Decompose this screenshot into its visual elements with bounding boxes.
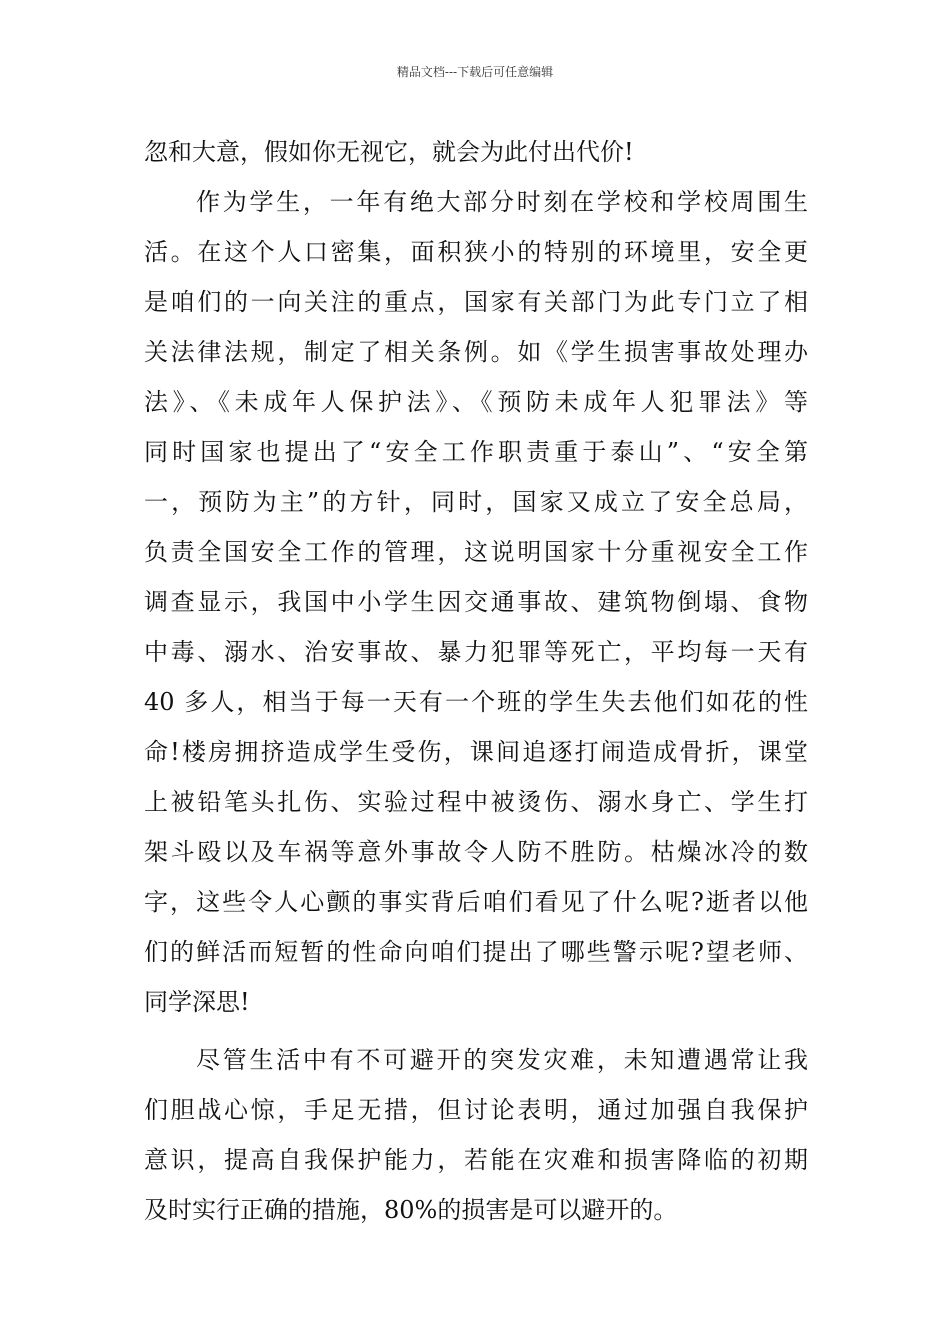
text-line: 中毒、溺水、治安事故、暴力犯罪等死亡，平均每一天有 [144,638,808,666]
text-line: 是咱们的一向关注的重点，国家有关部门为此专门立了相 [144,288,808,316]
text-line: 一，预防为主”的方针，同时，国家又成立了安全总局， [144,488,808,516]
text-line: 负责全国安全工作的管理，这说明国家十分重视安全工作 [144,538,808,566]
text-line: 意识，提高自我保护能力，若能在灾难和损害降临的初期 [144,1146,808,1174]
text-line: 法》、《未成年人保护法》、《预防未成年人犯罪法》等 [144,388,808,416]
text-line: 上被铅笔头扎伤、实验过程中被烫伤、溺水身亡、学生打 [144,788,808,816]
paragraph-3 [144,1035,808,1235]
page-header: 精品文档---下载后可任意编辑 [396,65,554,79]
text-line: 及时实行正确的措施，80%的损害是可以避开的。 [144,1196,678,1224]
text-line: 命!楼房拥挤造成学生受伤，课间追逐打闹造成骨折，课堂 [144,738,808,766]
text-line: 架斗殴以及车祸等意外事故令人防不胜防。枯燥冰冷的数 [144,838,808,866]
text-line: 40 多人，相当于每一天有一个班的学生失去他们如花的性 [144,688,808,716]
text-line: 字，这些令人心颤的事实背后咱们看见了什么呢?逝者以他 [144,888,808,916]
text-line: 同时国家也提出了“安全工作职责重于泰山”、“安全第 [144,438,808,466]
paragraph-1 [144,127,808,177]
document-body [144,127,808,1235]
text-line: 尽管生活中有不可避开的突发灾难，未知遭遇常让我 [196,1046,808,1074]
paragraph-2 [144,177,808,1027]
text-line: 们的鲜活而短暂的性命向咱们提出了哪些警示呢?望老师、 [144,938,808,966]
text-line: 们胆战心惊，手足无措，但讨论表明，通过加强自我保护 [144,1096,808,1124]
text-line: 同学深思! [144,988,250,1016]
paragraph-gap [144,1027,808,1035]
text-line: 作为学生，一年有绝大部分时刻在学校和学校周围生 [196,188,808,216]
text-line: 活。在这个人口密集，面积狭小的特别的环境里，安全更 [144,238,808,266]
text-line: 忽和大意，假如你无视它，就会为此付出代价! [144,138,634,166]
text-line: 调查显示，我国中小学生因交通事故、建筑物倒塌、食物 [144,588,808,616]
text-line: 关法律法规，制定了相关条例。如《学生损害事故处理办 [144,338,808,366]
